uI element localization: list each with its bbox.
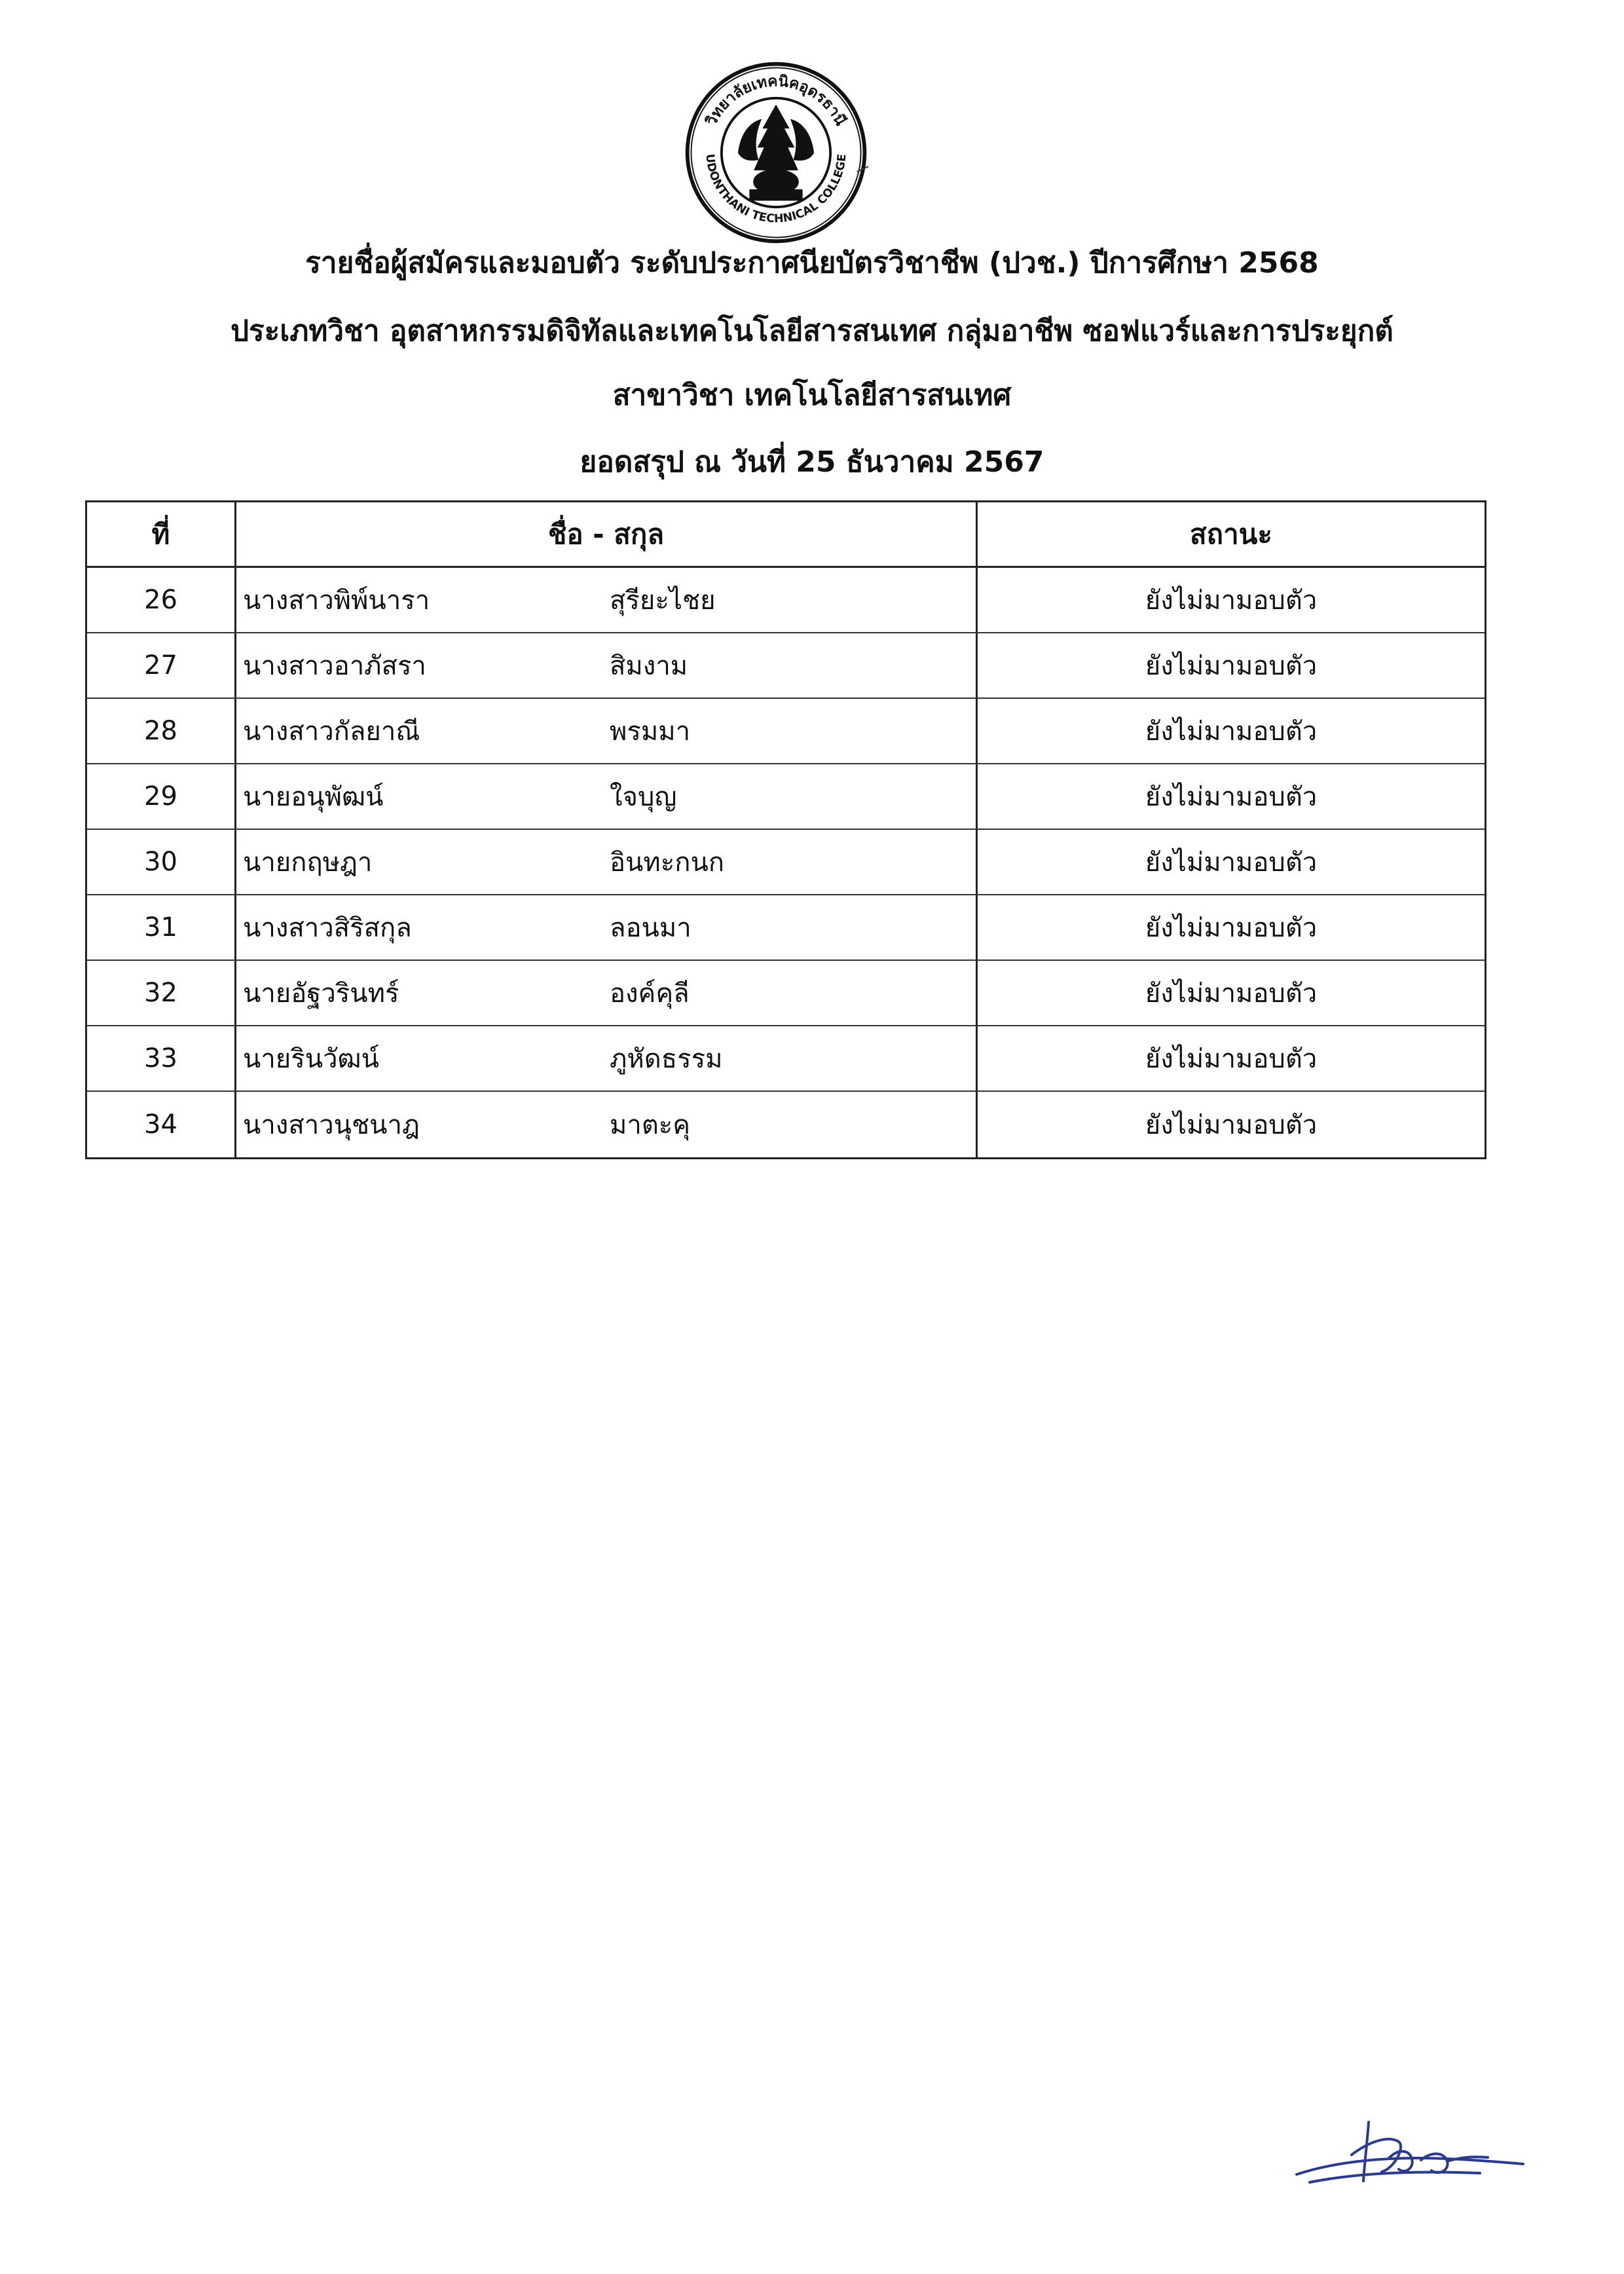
row-last-name: ภูหัดธรรม [610, 1044, 723, 1074]
table-row [87, 1026, 1485, 1092]
row-first-name: นางสาวกัลยาณี [243, 717, 420, 747]
college-seal-logo [681, 58, 871, 248]
row-first-name: นางสาวอาภัสรา [243, 651, 426, 681]
row-name [236, 764, 978, 829]
table-row [87, 830, 1485, 895]
table-header-row [87, 502, 1485, 568]
signature-mark [1283, 2096, 1532, 2201]
row-name [236, 961, 978, 1025]
row-no: 28 [87, 699, 236, 763]
seal-text-top: วิทยาลัยเทคนิคอุดรธานี [702, 72, 850, 129]
row-last-name: สิมงาม [610, 651, 688, 681]
row-status: ยังไม่มามอบตัว [1145, 848, 1318, 878]
row-first-name: นางสาวพิพ์นารา [243, 586, 430, 616]
row-status: ยังไม่มามอบตัว [1145, 1044, 1318, 1074]
table-row [87, 699, 1485, 764]
row-last-name: มาตะคุ [610, 1110, 691, 1140]
row-no: 31 [87, 895, 236, 960]
applicant-table [85, 500, 1486, 1159]
row-first-name: นายอัฐวรินทร์ [243, 979, 399, 1009]
row-no: 34 [87, 1092, 236, 1157]
row-no: 33 [87, 1026, 236, 1090]
header-name: ชื่อ - สกุล [236, 502, 978, 566]
header-no: ที่ [87, 502, 236, 566]
row-status: ยังไม่มามอบตัว [1145, 717, 1318, 747]
row-first-name: นายกฤษฎา [243, 848, 373, 878]
table-row [87, 895, 1485, 961]
row-status: ยังไม่มามอบตัว [1145, 782, 1318, 812]
row-last-name: อินทะกนก [610, 848, 724, 878]
row-no: 32 [87, 961, 236, 1025]
row-last-name: พรมมา [610, 717, 691, 747]
row-first-name: นายอนุพัฒน์ [243, 782, 384, 812]
row-no: 27 [87, 633, 236, 698]
row-last-name: สุรียะไชย [610, 586, 716, 616]
row-name [236, 699, 978, 763]
seal-text-bottom: UDONTHANI TECHNICAL COLLEGE [703, 153, 849, 226]
row-status: ยังไม่มามอบตัว [1145, 651, 1318, 681]
table-row [87, 633, 1485, 699]
row-no: 29 [87, 764, 236, 829]
row-status: ยังไม่มามอบตัว [1145, 979, 1318, 1009]
row-last-name: ลอนมา [610, 913, 692, 943]
header-status: สถานะ [1190, 517, 1272, 550]
heading-line-1: รายชื่อผู้สมัครและมอบตัว ระดับประกาศนียบัตรวิชาชีพ (ปวช.) ปีการศึกษา 2568 [305, 246, 1319, 280]
table-row [87, 1092, 1485, 1157]
table-row [87, 568, 1485, 633]
heading-line-2: ประเภทวิชา อุตสาหกรรมดิจิทัลและเทคโนโลยีสารสนเทศ กลุ่มอาชีพ ซอฟแวร์และการประยุกต์ [231, 314, 1393, 348]
row-name [236, 1026, 978, 1090]
row-status: ยังไม่มามอบตัว [1145, 1110, 1318, 1140]
row-first-name: นางสาวนุชนาฎ [243, 1110, 420, 1140]
row-no: 26 [87, 568, 236, 632]
row-no: 30 [87, 830, 236, 894]
row-status: ยังไม่มามอบตัว [1145, 913, 1318, 943]
row-first-name: นายรินวัฒน์ [243, 1044, 380, 1074]
row-name [236, 1092, 978, 1157]
row-first-name: นางสาวสิริสกุล [243, 913, 412, 943]
table-row [87, 764, 1485, 830]
row-last-name: องค์คุลี [610, 979, 690, 1009]
heading-line-4: ยอดสรุป ณ วันที่ 25 ธันวาคม 2567 [580, 445, 1044, 479]
row-last-name: ใจบุญ [610, 782, 677, 812]
row-status: ยังไม่มามอบตัว [1145, 586, 1318, 616]
row-name [236, 830, 978, 894]
heading-line-3: สาขาวิชา เทคโนโลยีสารสนเทศ [612, 379, 1012, 412]
table-row [87, 961, 1485, 1026]
row-name [236, 568, 978, 632]
row-name [236, 895, 978, 960]
row-name [236, 633, 978, 698]
